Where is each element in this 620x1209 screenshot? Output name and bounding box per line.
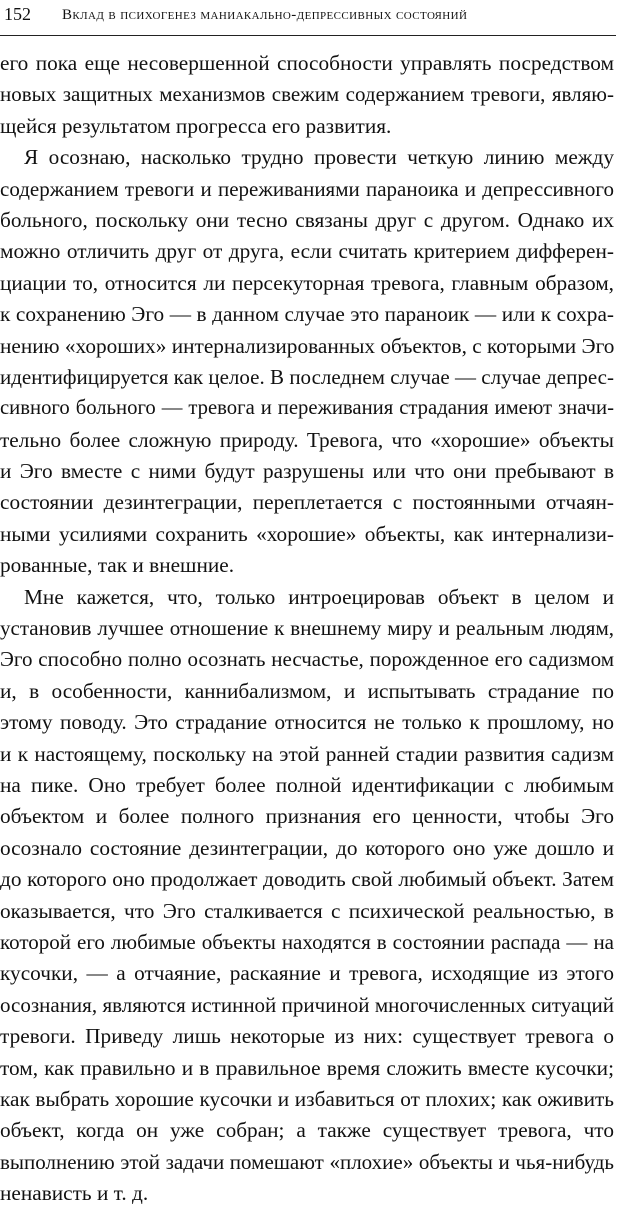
text-line: и, в особенности, каннибализмом, и испытывать страдание по <box>0 678 614 703</box>
text-line: том, как правильно и в правильное время сложить вместе кусочки; <box>0 1055 614 1080</box>
text-line: и Эго вместе с ними будут разрушены или что они пребывают в <box>0 459 614 484</box>
page-number: 152 <box>4 4 31 24</box>
text-line: кусочки, — а отчаяние, раскаяние и тревога, исходящие из этого <box>0 961 614 986</box>
text-line: тревоги. Приведу лишь некоторые из них: существует тревога о <box>0 1024 614 1049</box>
paragraph-first-line: Я осознаю, насколько трудно провести четкую линию между <box>24 145 614 170</box>
text-line: осознания, являются истинной причиной многочисленных ситуаций <box>0 992 614 1017</box>
text-line: Эго способно полно осознать несчастье, порожденное его садизмом <box>0 647 614 672</box>
text-line: которой его любимые объекты находятся в состоянии распада — на <box>0 929 614 954</box>
text-line: его пока еще несовершенной способности управлять посредством <box>0 51 614 75</box>
text-line: содержанием тревоги и переживаниями параноика и депрессивного <box>0 176 614 201</box>
running-head <box>0 2 620 30</box>
text-line: ненависть и т. д. <box>0 1181 149 1206</box>
body-text <box>0 48 614 1209</box>
text-line: этому поводу. Это страдание относится не только к прошлому, но <box>0 710 614 735</box>
text-line: можно отличить друг от друга, если считать критерием дифферен- <box>0 239 614 264</box>
text-line: состоянии дезинтеграции, переплетается с постоянными отчаян- <box>0 490 614 515</box>
text-line: осознало состояние дезинтеграции, до которого оно уже дошло и <box>0 835 614 860</box>
text-line: на пике. Оно требует более полной идентификации с любимым <box>0 772 614 797</box>
text-line: к сохранению Эго — в данном случае это параноик — или к сохра- <box>0 302 614 327</box>
text-line: сивного больного — тревога и переживания страдания имеют значи- <box>0 397 614 420</box>
text-line: нению «хороших» интернализированных объектов, с которыми Эго <box>0 333 614 358</box>
text-line: рованные, так и внешние. <box>0 553 235 578</box>
text-line: объект, когда он уже собран; а также существует тревога, что <box>0 1118 614 1143</box>
text-line: как выбрать хорошие кусочки и избавиться от плохих; как оживить <box>0 1086 614 1111</box>
text-line: тельно более сложную природу. Тревога, что «хорошие» объекты <box>0 427 614 452</box>
text-line: установив лучшее отношение к внешнему миру и реальным людям, <box>0 616 614 641</box>
text-line: идентифицируется как целое. В последнем случае — случае депрес- <box>0 364 614 389</box>
text-line: больного, поскольку они тесно связаны друг с другом. Однако их <box>0 207 614 232</box>
text-line: и к настоящему, поскольку на этой ранней стадии развития садизм <box>0 741 614 766</box>
text-line: щейся результатом прогресса его развития. <box>0 113 392 138</box>
running-title: Вклад в психогенез маниакально-депрессивных состояний <box>62 7 468 23</box>
paragraph-first-line: Мне кажется, что, только интроецировав объект в целом и <box>24 584 614 609</box>
header-rule <box>0 35 616 36</box>
text-line: выполнению этой задачи помешают «плохие» объекты и чья-нибудь <box>0 1149 614 1174</box>
text-line: до которого оно продолжает доводить свой любимый объект. Затем <box>0 867 614 892</box>
text-line: ными усилиями сохранить «хорошие» объекты, как интернализи- <box>0 521 614 546</box>
text-line: новых защитных механизмов свежим содержанием тревоги, являю- <box>0 82 614 107</box>
text-line: объектом и более полного признания его ценности, чтобы Эго <box>0 804 614 829</box>
text-line: циации то, относится ли персекуторная тревога, главным образом, <box>0 270 614 295</box>
text-line: оказывается, что Эго сталкивается с психической реальностью, в <box>0 898 614 923</box>
